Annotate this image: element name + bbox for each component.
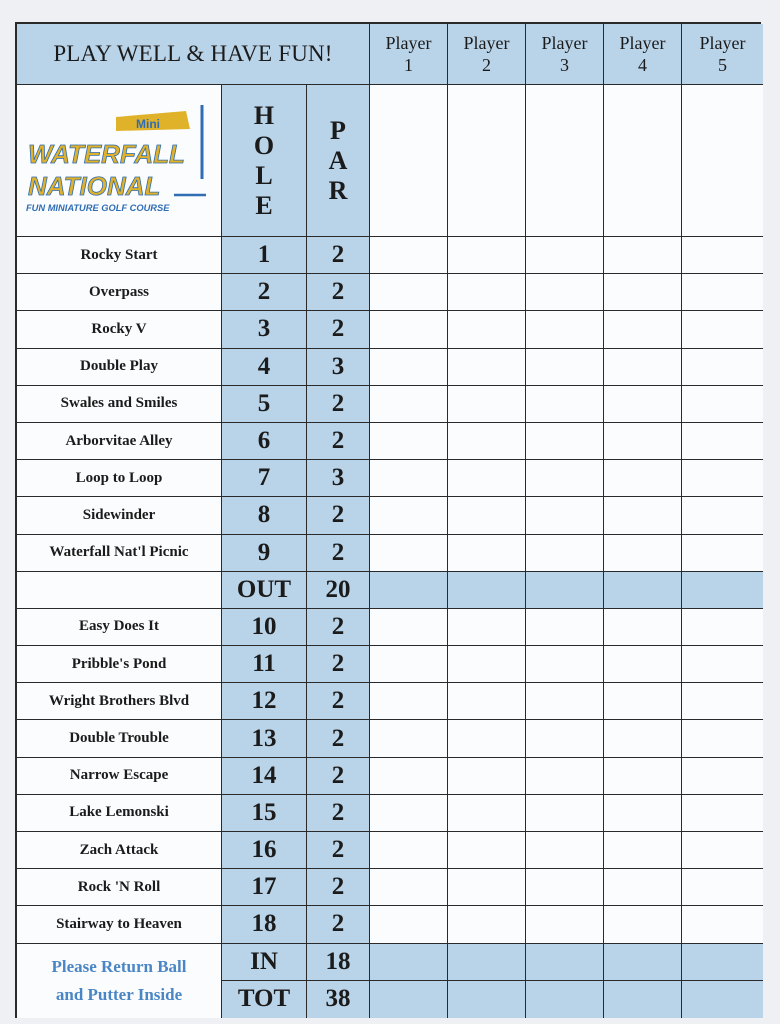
score-cell[interactable]	[604, 906, 682, 943]
player-number: 3	[560, 55, 569, 75]
score-cell[interactable]	[370, 274, 448, 311]
tot-par: 38	[307, 981, 370, 1018]
hole-par: 2	[307, 646, 370, 683]
score-cell[interactable]	[604, 758, 682, 795]
hole-name: Double Trouble	[17, 720, 222, 757]
player-3-header	[526, 24, 604, 85]
hole-number: 2	[222, 274, 307, 311]
hole-par: 2	[307, 386, 370, 423]
score-cell[interactable]	[448, 609, 526, 646]
score-cell[interactable]	[682, 349, 763, 386]
score-cell[interactable]	[448, 758, 526, 795]
logo-line-2: NATIONAL	[28, 170, 161, 201]
par-letter: P	[330, 115, 346, 145]
score-cell[interactable]	[682, 646, 763, 683]
score-cell[interactable]	[370, 758, 448, 795]
score-cell[interactable]	[526, 758, 604, 795]
hole-par: 2	[307, 683, 370, 720]
score-cell[interactable]	[526, 237, 604, 274]
score-cell[interactable]	[370, 720, 448, 757]
hole-par: 2	[307, 311, 370, 348]
hole-number: 10	[222, 609, 307, 646]
player-4-name-cell[interactable]	[604, 85, 682, 237]
hole-number: 14	[222, 758, 307, 795]
score-cell[interactable]	[370, 572, 448, 609]
logo-flag-text: Mini	[136, 116, 160, 131]
score-cell[interactable]	[526, 795, 604, 832]
score-cell[interactable]	[682, 423, 763, 460]
score-cell[interactable]	[604, 720, 682, 757]
score-cell[interactable]	[370, 460, 448, 497]
score-cell[interactable]	[526, 944, 604, 981]
score-cell[interactable]	[682, 274, 763, 311]
out-row-spacer	[17, 572, 222, 609]
hole-name: Lake Lemonski	[17, 795, 222, 832]
score-cell[interactable]	[526, 906, 604, 943]
hole-par: 3	[307, 460, 370, 497]
score-cell[interactable]	[448, 497, 526, 534]
score-cell[interactable]	[370, 497, 448, 534]
par-letter: A	[328, 145, 348, 175]
score-cell[interactable]	[526, 311, 604, 348]
hole-letter: E	[255, 190, 273, 220]
hole-name: Arborvitae Alley	[17, 423, 222, 460]
return-note	[17, 944, 222, 1018]
score-cell[interactable]	[682, 981, 763, 1018]
score-cell[interactable]	[448, 535, 526, 572]
score-cell[interactable]	[682, 497, 763, 534]
hole-name: Rocky Start	[17, 237, 222, 274]
player-4-header	[604, 24, 682, 85]
player-5-name-cell[interactable]	[682, 85, 763, 237]
hole-number: 5	[222, 386, 307, 423]
hole-name: Zach Attack	[17, 832, 222, 869]
score-cell[interactable]	[604, 795, 682, 832]
hole-name: Sidewinder	[17, 497, 222, 534]
hole-number: 4	[222, 349, 307, 386]
hole-name: Wright Brothers Blvd	[17, 683, 222, 720]
hole-number: 13	[222, 720, 307, 757]
score-cell[interactable]	[604, 683, 682, 720]
score-cell[interactable]	[526, 720, 604, 757]
score-cell[interactable]	[682, 237, 763, 274]
hole-par: 2	[307, 497, 370, 534]
score-cell[interactable]	[604, 609, 682, 646]
score-cell[interactable]	[370, 423, 448, 460]
player-3-name-cell[interactable]	[526, 85, 604, 237]
tot-label: TOT	[222, 981, 307, 1018]
score-cell[interactable]	[370, 906, 448, 943]
score-cell[interactable]	[370, 832, 448, 869]
player-word: Player	[463, 33, 510, 53]
hole-par: 2	[307, 609, 370, 646]
score-cell[interactable]	[370, 349, 448, 386]
score-cell[interactable]	[370, 981, 448, 1018]
score-cell[interactable]	[370, 237, 448, 274]
score-cell[interactable]	[604, 646, 682, 683]
scorecard	[15, 22, 761, 1018]
logo-line-1: WATERFALL	[28, 138, 185, 169]
hole-name: Waterfall Nat'l Picnic	[17, 535, 222, 572]
score-cell[interactable]	[448, 237, 526, 274]
waterfall-national-logo	[24, 101, 214, 221]
score-cell[interactable]	[526, 832, 604, 869]
player-word: Player	[619, 33, 666, 53]
hole-number: 12	[222, 683, 307, 720]
hole-number: 1	[222, 237, 307, 274]
hole-par: 2	[307, 758, 370, 795]
player-2-header	[448, 24, 526, 85]
hole-name: Pribble's Pond	[17, 646, 222, 683]
hole-par: 3	[307, 349, 370, 386]
hole-par: 2	[307, 274, 370, 311]
player-number: 4	[638, 55, 647, 75]
score-cell[interactable]	[526, 386, 604, 423]
hole-number: 16	[222, 832, 307, 869]
hole-par: 2	[307, 906, 370, 943]
score-cell[interactable]	[682, 944, 763, 981]
hole-name: Overpass	[17, 274, 222, 311]
score-cell[interactable]	[526, 572, 604, 609]
player-5-header	[682, 24, 763, 85]
in-label: IN	[222, 944, 307, 981]
hole-letter: O	[253, 130, 275, 160]
hole-name: Rocky V	[17, 311, 222, 348]
score-cell[interactable]	[604, 981, 682, 1018]
hole-letter: H	[253, 100, 275, 130]
hole-number: 3	[222, 311, 307, 348]
hole-column-header	[222, 85, 307, 237]
score-cell[interactable]	[448, 869, 526, 906]
score-cell[interactable]	[448, 906, 526, 943]
score-cell[interactable]	[448, 386, 526, 423]
score-cell[interactable]	[682, 869, 763, 906]
score-cell[interactable]	[526, 423, 604, 460]
hole-name: Narrow Escape	[17, 758, 222, 795]
score-cell[interactable]	[604, 349, 682, 386]
par-letter: R	[328, 175, 348, 205]
score-cell[interactable]	[604, 535, 682, 572]
player-word: Player	[541, 33, 588, 53]
player-number: 5	[718, 55, 727, 75]
score-cell[interactable]	[526, 609, 604, 646]
hole-number: 17	[222, 869, 307, 906]
hole-name: Swales and Smiles	[17, 386, 222, 423]
return-note-line-1: Please Return Ball	[51, 956, 187, 976]
score-cell[interactable]	[448, 572, 526, 609]
score-cell[interactable]	[604, 386, 682, 423]
course-logo	[17, 85, 222, 237]
hole-number: 11	[222, 646, 307, 683]
score-cell[interactable]	[682, 832, 763, 869]
score-cell[interactable]	[682, 720, 763, 757]
hole-number: 7	[222, 460, 307, 497]
score-cell[interactable]	[370, 683, 448, 720]
hole-name: Loop to Loop	[17, 460, 222, 497]
score-cell[interactable]	[370, 795, 448, 832]
score-cell[interactable]	[526, 981, 604, 1018]
hole-par: 2	[307, 720, 370, 757]
player-number: 1	[404, 55, 413, 75]
hole-par: 2	[307, 535, 370, 572]
score-cell[interactable]	[526, 683, 604, 720]
score-cell[interactable]	[682, 683, 763, 720]
score-cell[interactable]	[604, 460, 682, 497]
hole-name: Rock 'N Roll	[17, 869, 222, 906]
score-cell[interactable]	[370, 944, 448, 981]
score-cell[interactable]	[604, 869, 682, 906]
return-note-line-2: and Putter Inside	[55, 984, 183, 1004]
hole-par: 2	[307, 869, 370, 906]
hole-number: 8	[222, 497, 307, 534]
player-2-name-cell[interactable]	[448, 85, 526, 237]
score-cell[interactable]	[448, 423, 526, 460]
out-par: 20	[307, 572, 370, 609]
hole-number: 18	[222, 906, 307, 943]
hole-number: 6	[222, 423, 307, 460]
score-cell[interactable]	[682, 460, 763, 497]
score-cell[interactable]	[682, 386, 763, 423]
hole-name: Stairway to Heaven	[17, 906, 222, 943]
score-cell[interactable]	[682, 795, 763, 832]
score-cell[interactable]	[604, 944, 682, 981]
scorecard-title: PLAY WELL & HAVE FUN!	[17, 24, 370, 85]
score-cell[interactable]	[448, 683, 526, 720]
player-word: Player	[385, 33, 432, 53]
score-cell[interactable]	[370, 535, 448, 572]
score-cell[interactable]	[682, 758, 763, 795]
hole-par: 2	[307, 237, 370, 274]
score-cell[interactable]	[448, 832, 526, 869]
score-cell[interactable]	[682, 535, 763, 572]
score-cell[interactable]	[448, 349, 526, 386]
score-cell[interactable]	[526, 460, 604, 497]
score-cell[interactable]	[526, 274, 604, 311]
logo-tagline: FUN MINIATURE GOLF COURSE	[26, 202, 170, 213]
hole-number: 9	[222, 535, 307, 572]
score-cell[interactable]	[604, 572, 682, 609]
hole-number: 15	[222, 795, 307, 832]
hole-letter: L	[255, 160, 273, 190]
score-cell[interactable]	[370, 869, 448, 906]
score-cell[interactable]	[526, 349, 604, 386]
score-cell[interactable]	[526, 535, 604, 572]
score-cell[interactable]	[448, 311, 526, 348]
score-cell[interactable]	[370, 386, 448, 423]
score-cell[interactable]	[682, 609, 763, 646]
score-cell[interactable]	[604, 832, 682, 869]
hole-par: 2	[307, 795, 370, 832]
par-column-header	[307, 85, 370, 237]
player-number: 2	[482, 55, 491, 75]
score-cell[interactable]	[682, 572, 763, 609]
score-cell[interactable]	[526, 869, 604, 906]
in-par: 18	[307, 944, 370, 981]
score-cell[interactable]	[448, 274, 526, 311]
score-cell[interactable]	[448, 944, 526, 981]
hole-name: Double Play	[17, 349, 222, 386]
hole-par: 2	[307, 832, 370, 869]
score-cell[interactable]	[370, 609, 448, 646]
score-cell[interactable]	[448, 646, 526, 683]
hole-par: 2	[307, 423, 370, 460]
score-cell[interactable]	[370, 311, 448, 348]
score-cell[interactable]	[526, 646, 604, 683]
score-cell[interactable]	[604, 497, 682, 534]
score-cell[interactable]	[448, 795, 526, 832]
score-cell[interactable]	[682, 906, 763, 943]
score-cell[interactable]	[604, 274, 682, 311]
score-cell[interactable]	[448, 981, 526, 1018]
score-cell[interactable]	[604, 423, 682, 460]
score-cell[interactable]	[448, 460, 526, 497]
score-cell[interactable]	[370, 646, 448, 683]
score-cell[interactable]	[604, 237, 682, 274]
player-1-name-cell[interactable]	[370, 85, 448, 237]
score-cell[interactable]	[682, 311, 763, 348]
hole-name: Easy Does It	[17, 609, 222, 646]
player-word: Player	[699, 33, 746, 53]
player-1-header	[370, 24, 448, 85]
out-label: OUT	[222, 572, 307, 609]
score-cell[interactable]	[604, 311, 682, 348]
score-cell[interactable]	[526, 497, 604, 534]
score-cell[interactable]	[448, 720, 526, 757]
